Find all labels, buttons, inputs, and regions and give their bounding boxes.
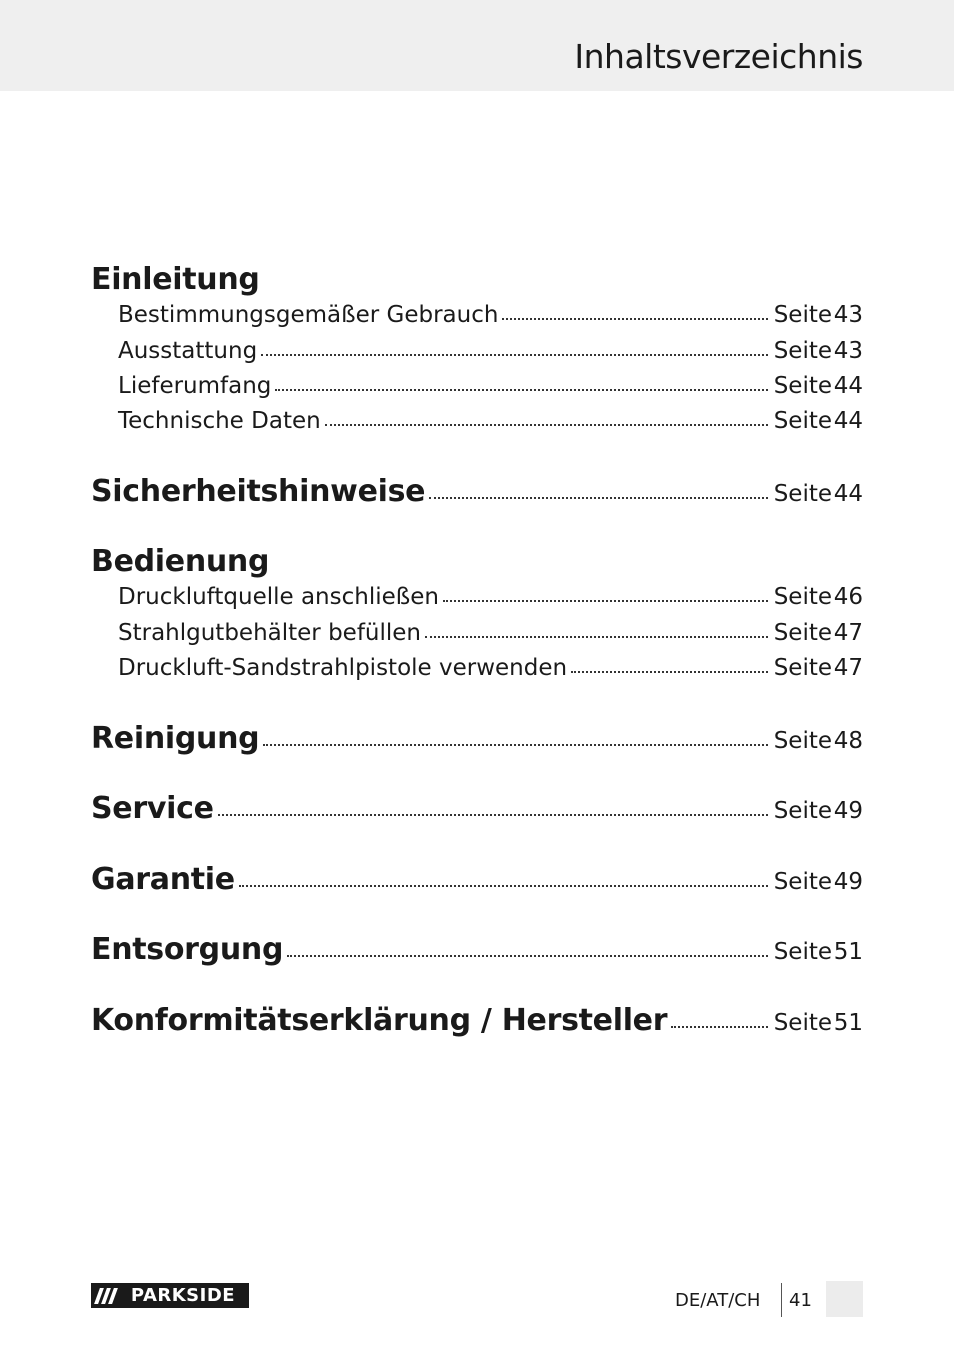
dot-leader — [263, 744, 767, 746]
toc-entry-page: 51 — [833, 939, 863, 965]
toc-section-konformitaet[interactable] — [91, 1003, 863, 1038]
dot-leader — [325, 424, 768, 426]
toc-entry[interactable] — [91, 338, 863, 364]
seite-label: Seite — [773, 798, 832, 824]
footer-divider — [781, 1283, 782, 1317]
toc-entry-label: Lieferumfang — [118, 373, 272, 399]
seite-label: Seite — [773, 1010, 832, 1036]
toc-section-service[interactable] — [91, 791, 863, 826]
seite-label: Seite — [773, 620, 832, 646]
locale-label: DE/AT/CH — [675, 1290, 761, 1311]
toc-entry-page: 47 — [833, 655, 863, 681]
toc-entry-label: Bestimmungsgemäßer Gebrauch — [118, 302, 499, 328]
toc-entry-page: 47 — [833, 620, 863, 646]
dot-leader — [425, 636, 768, 638]
toc-entry-label: Ausstattung — [118, 338, 258, 364]
toc-entry-page: 43 — [833, 338, 863, 364]
dot-leader — [671, 1026, 767, 1028]
dot-leader — [429, 497, 767, 499]
toc-entry-label: Druckluftquelle anschließen — [118, 584, 439, 610]
toc-section-sicherheitshinweise[interactable] — [91, 474, 863, 509]
section-title-reinigung: Reinigung — [91, 721, 260, 756]
page-title: Inhaltsverzeichnis — [574, 37, 863, 76]
toc-entry[interactable] — [91, 620, 863, 646]
dot-leader — [275, 389, 767, 391]
dot-leader — [239, 885, 768, 887]
seite-label: Seite — [773, 408, 832, 434]
section-title-garantie: Garantie — [91, 862, 235, 897]
footer-tab-box — [826, 1281, 863, 1317]
toc-section-garantie[interactable] — [91, 862, 863, 897]
brand-name: PARKSIDE — [130, 1285, 236, 1306]
page-number: 41 — [789, 1290, 812, 1311]
toc-entry[interactable] — [91, 655, 863, 681]
seite-label: Seite — [773, 338, 832, 364]
seite-label: Seite — [773, 481, 832, 507]
toc-entry-label: Strahlgutbehälter befüllen — [118, 620, 422, 646]
toc-section-entsorgung[interactable] — [91, 932, 863, 967]
dot-leader — [261, 354, 768, 356]
seite-label: Seite — [773, 302, 832, 328]
toc-entry[interactable] — [91, 302, 863, 328]
dot-leader — [571, 671, 768, 673]
toc-entry-page: 43 — [833, 302, 863, 328]
toc-entry-label: Technische Daten — [118, 408, 321, 434]
section-title-einleitung: Einleitung — [91, 262, 260, 297]
toc-entry-page: 51 — [833, 1010, 863, 1036]
dot-leader — [502, 318, 767, 320]
section-title-bedienung: Bedienung — [91, 544, 270, 579]
dot-leader — [287, 955, 768, 957]
seite-label: Seite — [773, 869, 832, 895]
toc-entry[interactable] — [91, 373, 863, 399]
section-title-entsorgung: Entsorgung — [91, 932, 284, 967]
toc-entry-page: 48 — [833, 728, 863, 754]
toc-section-reinigung[interactable] — [91, 721, 863, 756]
parkside-logo — [91, 1283, 249, 1308]
toc-entry-page: 46 — [833, 584, 863, 610]
seite-label: Seite — [773, 655, 832, 681]
toc-entry-page: 44 — [833, 481, 863, 507]
toc-entry-page: 49 — [833, 798, 863, 824]
section-title-konformitaet: Konformitätserklärung / Hersteller — [91, 1003, 668, 1038]
toc-entry-page: 44 — [833, 408, 863, 434]
seite-label: Seite — [773, 584, 832, 610]
section-title-sicherheitshinweise: Sicherheitshinweise — [91, 474, 426, 509]
dot-leader — [443, 600, 768, 602]
toc-entry[interactable] — [91, 584, 863, 610]
seite-label: Seite — [773, 728, 832, 754]
toc-entry[interactable] — [91, 408, 863, 434]
toc-entry-page: 49 — [833, 869, 863, 895]
seite-label: Seite — [773, 939, 832, 965]
toc-entry-page: 44 — [833, 373, 863, 399]
section-title-service: Service — [91, 791, 214, 826]
dot-leader — [218, 814, 768, 816]
seite-label: Seite — [773, 373, 832, 399]
toc-entry-label: Druckluft-Sandstrahlpistole verwenden — [118, 655, 568, 681]
logo-stripes-icon — [91, 1283, 121, 1308]
